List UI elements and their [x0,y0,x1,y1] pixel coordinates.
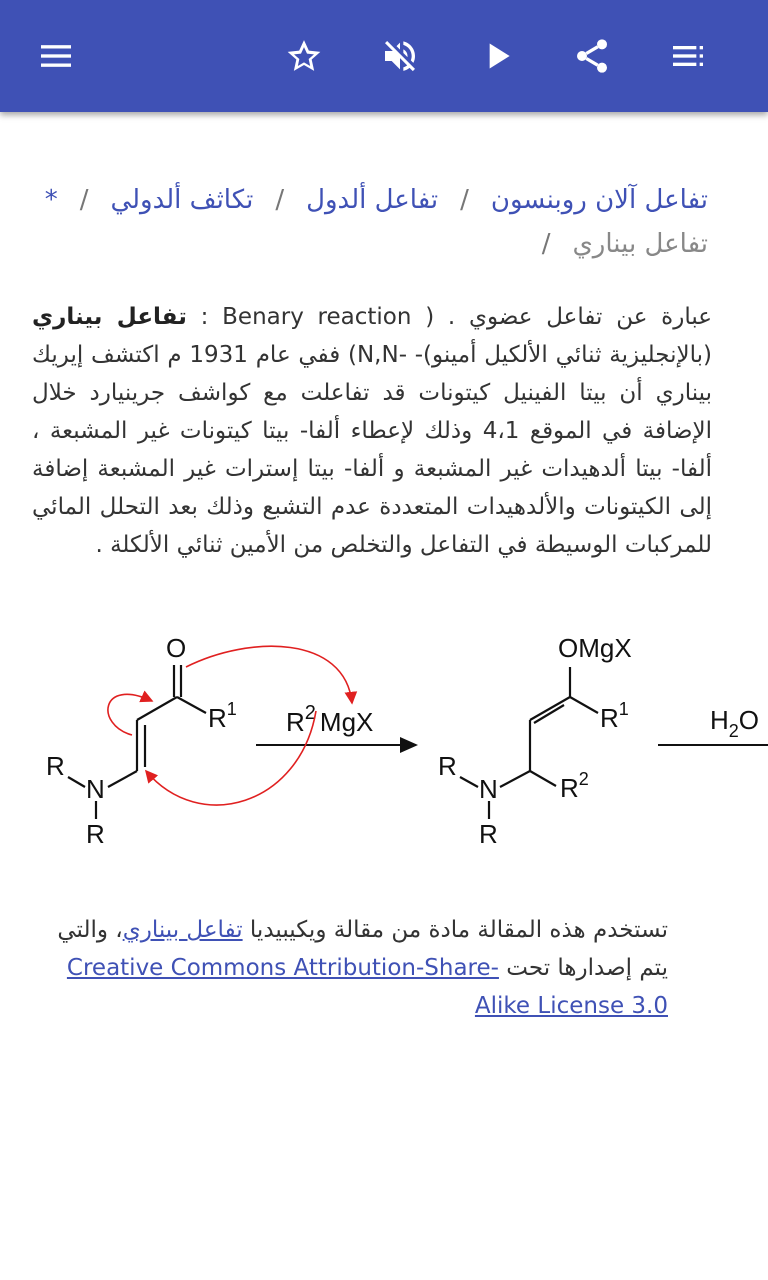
breadcrumb-link-root[interactable]: * [44,185,58,215]
star-outline-icon [284,36,324,76]
breadcrumb-link-aldol-reaction[interactable]: تفاعل ألدول [306,185,439,215]
breadcrumb-separator: / [275,185,285,215]
breadcrumb-link-robinson[interactable]: تفاعل آلان روبنسون [490,185,708,215]
reactant-oxygen-label: O [166,633,187,663]
attribution-prefix: تستخدم هذه المقالة مادة من مقالة ويكيبيديا [242,917,668,943]
grignard-reagent-label: $R^2$ MgX [286,702,374,737]
breadcrumb-separator: / [460,185,469,215]
mute-button[interactable] [372,28,428,84]
license-link[interactable]: Creative Commons Attribution-Share-Alike License 3.0 [66,955,668,1019]
product-n-label: N [479,774,498,804]
share-button[interactable] [564,28,620,84]
attribution-middle: ، والتي يتم إصدارها تحت [57,917,668,981]
article-lead-post: (بالإنجليزية [609,342,712,368]
product-omgx-label: OMgX [558,633,632,663]
article-paragraph: ثنائي الألكيل أمينو)- -N,N) ففي عام 1931 م اكتشف إيريك بيناري أن بيتا الفينيل كيتونات قد تفاعلت مع كواشف جرينيارد خلال الإضافة في الموقع 4،1 وذلك لإعطاء ألفا- بيتا كيتونات غير المشبعة ، ألفا- بيتا ألدهيدات غير المشبعة و ألفا- بيتا إسترات غير المشبعة إضافة إلى الكيتونات والألدهيدات المتعددة عدم التشبع وذلك بعد التحلل المائي للمركبات الوسيطة في التفاعل والتخلص من الأمين ثنائي الألكلة . [32,342,713,558]
reactant-r1-label: $R^1$ [208,699,237,733]
article-lead-pre: عبارة عن تفاعل عضوي . ( Benary reaction : [186,304,713,330]
menu-icon [36,36,76,76]
reactant-r-bottom-label: R [86,819,105,849]
play-button[interactable] [470,28,526,84]
product-r-left-label: R [438,751,457,781]
play-icon [478,36,518,76]
list-icon [668,36,708,76]
reaction-scheme-figure [0,615,768,865]
breadcrumb [32,178,708,266]
breadcrumb-link-aldol-condensation[interactable]: تكاثف ألدولي [110,185,254,215]
reactant-n-label: N [86,774,105,804]
product-r2-label: $R^2$ [560,769,589,803]
share-icon [572,36,612,76]
app-toolbar [0,0,768,112]
license-attribution [32,911,668,1025]
product-r1-label: $R^1$ [600,699,629,733]
breadcrumb-current: تفاعل بيناري [572,229,708,259]
reactant-r-left-label: R [46,751,65,781]
toc-button[interactable] [660,28,716,84]
article-title-bold: تفاعل بيناري [32,304,187,330]
bookmark-button[interactable] [276,28,332,84]
product-r-bottom-label: R [479,819,498,849]
menu-button[interactable] [28,28,84,84]
breadcrumb-separator: / [79,185,89,215]
breadcrumb-separator: / [541,229,551,259]
volume-off-icon [380,36,420,76]
source-article-link[interactable]: تفاعل بيناري [122,917,243,943]
article-body [32,298,712,564]
water-label: $H_2O$ [710,705,760,741]
